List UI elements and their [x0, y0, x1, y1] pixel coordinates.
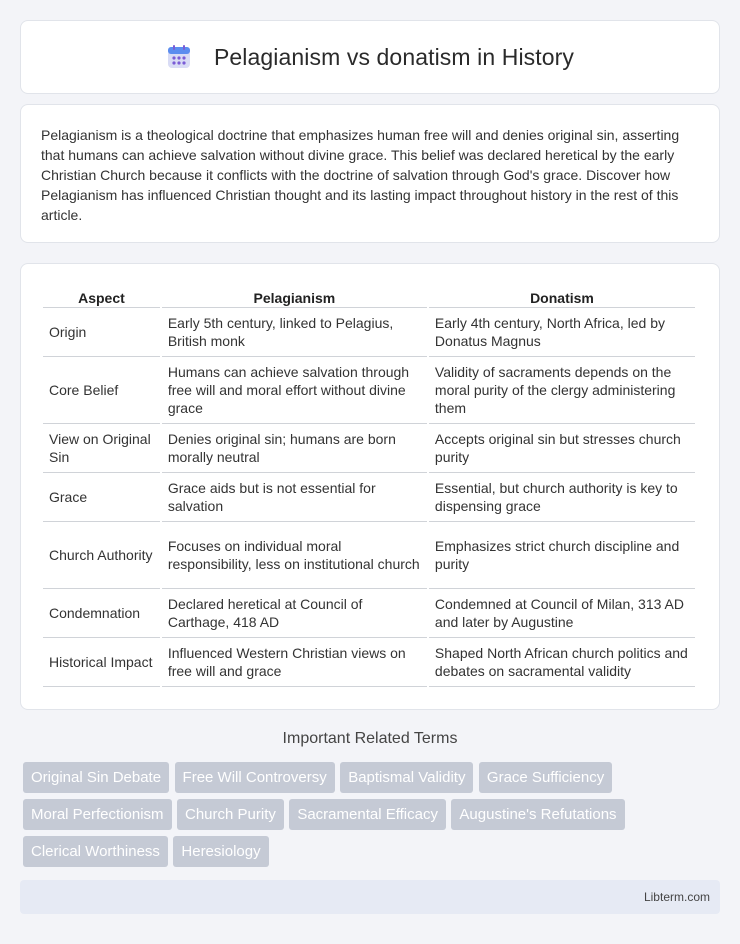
aspect-cell: Core Belief — [43, 357, 160, 424]
related-term-tag[interactable]: Clerical Worthiness — [23, 836, 168, 867]
table-row — [43, 308, 695, 357]
aspect-cell: Condemnation — [43, 589, 160, 638]
related-term-tag[interactable]: Original Sin Debate — [23, 762, 169, 793]
table-row — [43, 473, 695, 522]
pelagianism-cell: Influenced Western Christian views on free will and grace — [162, 638, 427, 687]
table-row — [43, 638, 695, 687]
footer — [20, 880, 720, 914]
calendar-icon — [166, 44, 192, 70]
related-terms-title: Important Related Terms — [282, 730, 458, 747]
related-term-tag[interactable]: Baptismal Validity — [340, 762, 473, 793]
pelagianism-cell: Grace aids but is not essential for salvation — [162, 473, 427, 522]
donatism-cell: Shaped North African church politics and debates on sacramental validity — [429, 638, 695, 687]
table-row — [43, 589, 695, 638]
related-term-tag[interactable]: Augustine's Refutations — [451, 799, 624, 830]
table-row — [43, 522, 695, 589]
aspect-cell: Historical Impact — [43, 638, 160, 687]
column-header: Pelagianism — [162, 284, 427, 308]
donatism-cell: Condemned at Council of Milan, 313 AD and later by Augustine — [429, 589, 695, 638]
related-term-tag[interactable]: Grace Sufficiency — [479, 762, 612, 793]
donatism-cell: Early 4th century, North Africa, led by Donatus Magnus — [429, 308, 695, 357]
table-row — [43, 357, 695, 424]
table-row — [43, 424, 695, 473]
related-term-tag[interactable]: Sacramental Efficacy — [289, 799, 446, 830]
footer-site-link[interactable]: Libterm.com — [643, 890, 710, 904]
donatism-cell: Essential, but church authority is key to dispensing grace — [429, 473, 695, 522]
related-term-tag[interactable]: Church Purity — [177, 799, 284, 830]
pelagianism-cell: Declared heretical at Council of Carthage, 418 AD — [162, 589, 427, 638]
aspect-cell: Origin — [43, 308, 160, 357]
pelagianism-cell: Humans can achieve salvation through free will and moral effort without divine grace — [162, 357, 427, 424]
pelagianism-cell: Focuses on individual moral responsibility, less on institutional church — [162, 522, 427, 589]
header-card — [20, 20, 720, 94]
related-term-tag[interactable]: Heresiology — [173, 836, 268, 867]
comparison-table — [41, 284, 697, 687]
donatism-cell: Emphasizes strict church discipline and purity — [429, 522, 695, 589]
intro-card — [20, 104, 720, 243]
table-header-row — [43, 284, 695, 308]
donatism-cell: Accepts original sin but stresses church purity — [429, 424, 695, 473]
related-term-tag[interactable]: Moral Perfectionism — [23, 799, 172, 830]
column-header: Aspect — [43, 284, 160, 308]
pelagianism-cell: Early 5th century, linked to Pelagius, British monk — [162, 308, 427, 357]
aspect-cell: View on Original Sin — [43, 424, 160, 473]
aspect-cell: Grace — [43, 473, 160, 522]
donatism-cell: Validity of sacraments depends on the moral purity of the clergy administering them — [429, 357, 695, 424]
comparison-card — [20, 263, 720, 710]
aspect-cell: Church Authority — [43, 522, 160, 589]
pelagianism-cell: Denies original sin; humans are born morally neutral — [162, 424, 427, 473]
related-term-tag[interactable]: Free Will Controversy — [175, 762, 335, 793]
page-title: Pelagianism vs donatism in History — [213, 43, 575, 70]
related-terms-list — [23, 762, 713, 873]
column-header: Donatism — [429, 284, 695, 308]
intro-text: Pelagianism is a theological doctrine that emphasizes human free will and denies original sin, asserting that humans can achieve salvation without divine grace. This belief was declared heretical by the early Christian Church because it conflicts with the doctrine of salvation through God's grace. Discover how Pelagianism has influenced Christian thought and its lasting impact throughout history in the rest of this article. — [41, 127, 680, 223]
